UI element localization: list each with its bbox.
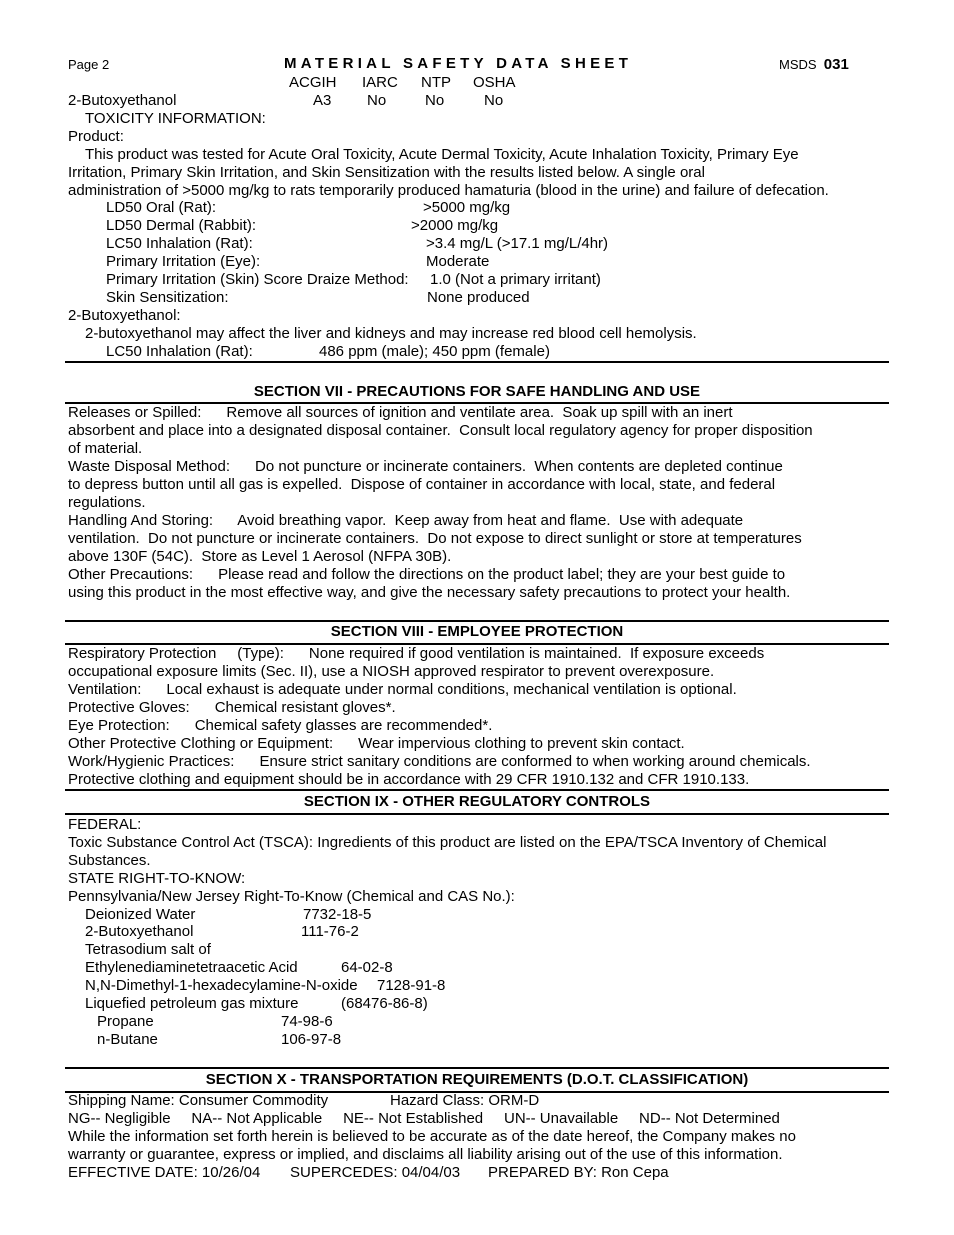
divider [65, 620, 889, 622]
supercedes-date: SUPERCEDES: 04/04/03 [290, 1164, 461, 1181]
divider [65, 1067, 889, 1069]
section-9-line: FEDERAL: [68, 816, 142, 833]
section-7-line: regulations. [68, 494, 146, 511]
result-value: >3.4 mg/L (>17.1 mg/L/4hr) [426, 235, 609, 252]
section-8-line: Work/Hygienic Practices: Ensure strict sanitary conditions are conformed to when working around chemicals. [68, 753, 811, 770]
result-value: None produced [427, 289, 530, 306]
chemical-name: N,N-Dimethyl-1-hexadecylamine-N-oxide [85, 977, 358, 994]
divider [65, 813, 889, 815]
prepared-by: PREPARED BY: Ron Cepa [488, 1164, 669, 1181]
chemical-name: Ethylenediaminetetraacetic Acid [85, 959, 298, 976]
value-osha: No [484, 92, 504, 109]
product-text-line: Irritation, Primary Skin Irritation, and Skin Sensitization with the results listed below. A single oral [68, 164, 705, 181]
chemical-name: Liquefied petroleum gas mixture [85, 995, 299, 1012]
col-acgih: ACGIH [289, 74, 337, 91]
value-iarc: No [367, 92, 387, 109]
butoxy-text: 2-butoxyethanol may affect the liver and kidneys and may increase red blood cell hemolysis. [85, 325, 697, 342]
section-8-line: Respiratory Protection (Type): None required if good ventilation is maintained. If exposure exceeds [68, 645, 765, 662]
chemical-name: Deionized Water [85, 906, 196, 923]
value-acgih: A3 [313, 92, 332, 109]
chemical-cas: 106-97-8 [281, 1031, 342, 1048]
result-label: Skin Sensitization: [106, 289, 229, 306]
section-8-line: Protective clothing and equipment should be in accordance with 29 CFR 1910.132 and CFR 1910.133. [68, 771, 750, 788]
result-label: Primary Irritation (Eye): [106, 253, 261, 270]
section-7-line: above 130F (54C). Store as Level 1 Aerosol (NFPA 30B). [68, 548, 452, 565]
section-7-line: Waste Disposal Method: Do not puncture or incinerate containers. When contents are depleted continue [68, 458, 783, 475]
section-7-line: Handling And Storing: Avoid breathing vapor. Keep away from heat and flame. Use with adequate [68, 512, 744, 529]
chemical-name: Propane [97, 1013, 154, 1030]
section-8-title: SECTION VIII - EMPLOYEE PROTECTION [330, 623, 624, 640]
section-9-line: Pennsylvania/New Jersey Right-To-Know (Chemical and CAS No.): [68, 888, 515, 905]
chemical-name: n-Butane [97, 1031, 158, 1048]
butoxy-lc50-label: LC50 Inhalation (Rat): [106, 343, 253, 360]
value-ntp: No [425, 92, 445, 109]
section-8-line: Eye Protection: Chemical safety glasses are recommended*. [68, 717, 493, 734]
hazard-class: Hazard Class: ORM-D [390, 1092, 540, 1109]
section-7-line: absorbent and place into a designated disposal container. Consult local regulatory agency for proper disposition [68, 422, 813, 439]
product-text-line: This product was tested for Acute Oral Toxicity, Acute Dermal Toxicity, Acute Inhalation Toxicity, Primary Eye [85, 146, 799, 163]
abbreviations: NG-- Negligible NA-- Not Applicable NE-- Not Established UN-- Unavailable ND-- Not Determined [68, 1110, 780, 1127]
section-8-line: Ventilation: Local exhaust is adequate under normal conditions, mechanical ventilation is optional. [68, 681, 737, 698]
result-label: LD50 Dermal (Rabbit): [106, 217, 257, 234]
carcinogen-row-name: 2-Butoxyethanol [68, 92, 177, 109]
msds-number: 031 [823, 56, 849, 73]
section-7-line: Other Precautions: Please read and follow the directions on the product label; they are your best guide to [68, 566, 786, 583]
section-10-title: SECTION X - TRANSPORTATION REQUIREMENTS (D.O.T. CLASSIFICATION) [205, 1071, 749, 1088]
butoxy-label: 2-Butoxyethanol: [68, 307, 181, 324]
section-7-line: to depress button until all gas is expelled. Dispose of container in accordance with local, state, and federal [68, 476, 776, 493]
section-8-line: Protective Gloves: Chemical resistant gloves*. [68, 699, 396, 716]
chemical-cas: 111-76-2 [301, 923, 359, 940]
chemical-cas: 74-98-6 [281, 1013, 333, 1030]
product-text-line: administration of >5000 mg/kg to rats temporarily produced hamaturia (blood in the urine) and failure of defecation. [68, 182, 829, 199]
chemical-cas: (68476-86-8) [341, 995, 428, 1012]
result-label: LC50 Inhalation (Rat): [106, 235, 253, 252]
result-value: 1.0 (Not a primary irritant) [430, 271, 601, 288]
result-value: >2000 mg/kg [411, 217, 499, 234]
section-9-line: STATE RIGHT-TO-KNOW: [68, 870, 246, 887]
divider [65, 361, 889, 363]
chemical-name: 2-Butoxyethanol [85, 923, 194, 940]
chemical-name: Tetrasodium salt of [85, 941, 211, 958]
document-title: MATERIAL SAFETY DATA SHEET [284, 55, 633, 72]
msds-id [779, 56, 849, 74]
chemical-cas: 7128-91-8 [377, 977, 446, 994]
chemical-cas: 7732-18-5 [303, 906, 372, 923]
product-label: Product: [68, 128, 124, 145]
section-7-line: ventilation. Do not puncture or incinerate containers. Do not expose to direct sunlight or store at temperatures [68, 530, 802, 547]
section-8-line: occupational exposure limits (Sec. II), use a NIOSH approved respirator to prevent overexposure. [68, 663, 715, 680]
result-value: >5000 mg/kg [423, 199, 511, 216]
result-label: LD50 Oral (Rat): [106, 199, 217, 216]
section-9-line: Substances. [68, 852, 151, 869]
butoxy-lc50-value: 486 ppm (male); 450 ppm (female) [319, 343, 550, 360]
divider [65, 789, 889, 791]
msds-label: MSDS [779, 57, 817, 72]
section-7-line: Releases or Spilled: Remove all sources of ignition and ventilate area. Soak up spill with an inert [68, 404, 733, 421]
section-9-line: Toxic Substance Control Act (TSCA): Ingredients of this product are listed on the EPA/TSCA Inventory of Chemical [68, 834, 827, 851]
disclaimer-line: While the information set forth herein is believed to be accurate as of the date hereof, the Company makes no [68, 1128, 796, 1145]
col-osha: OSHA [473, 74, 516, 91]
chemical-cas: 64-02-8 [341, 959, 393, 976]
toxicity-heading: TOXICITY INFORMATION: [85, 110, 266, 127]
section-8-line: Other Protective Clothing or Equipment: Wear impervious clothing to prevent skin contact. [68, 735, 685, 752]
section-7-title: SECTION VII - PRECAUTIONS FOR SAFE HANDLING AND USE [253, 383, 701, 400]
shipping-name: Shipping Name: Consumer Commodity [68, 1092, 329, 1109]
result-label: Primary Irritation (Skin) Score Draize Method: [106, 271, 409, 288]
effective-date: EFFECTIVE DATE: 10/26/04 [68, 1164, 261, 1181]
section-9-title: SECTION IX - OTHER REGULATORY CONTROLS [303, 793, 651, 810]
result-value: Moderate [426, 253, 490, 270]
col-iarc: IARC [362, 74, 398, 91]
disclaimer-line: warranty or guarantee, express or implied, and disclaims all liability arising out of the use of this information. [68, 1146, 783, 1163]
page-number: Page 2 [68, 57, 110, 72]
col-ntp: NTP [421, 74, 451, 91]
section-7-line: using this product in the most effective way, and give the necessary safety precautions to protect your health. [68, 584, 791, 601]
section-7-line: of material. [68, 440, 143, 457]
